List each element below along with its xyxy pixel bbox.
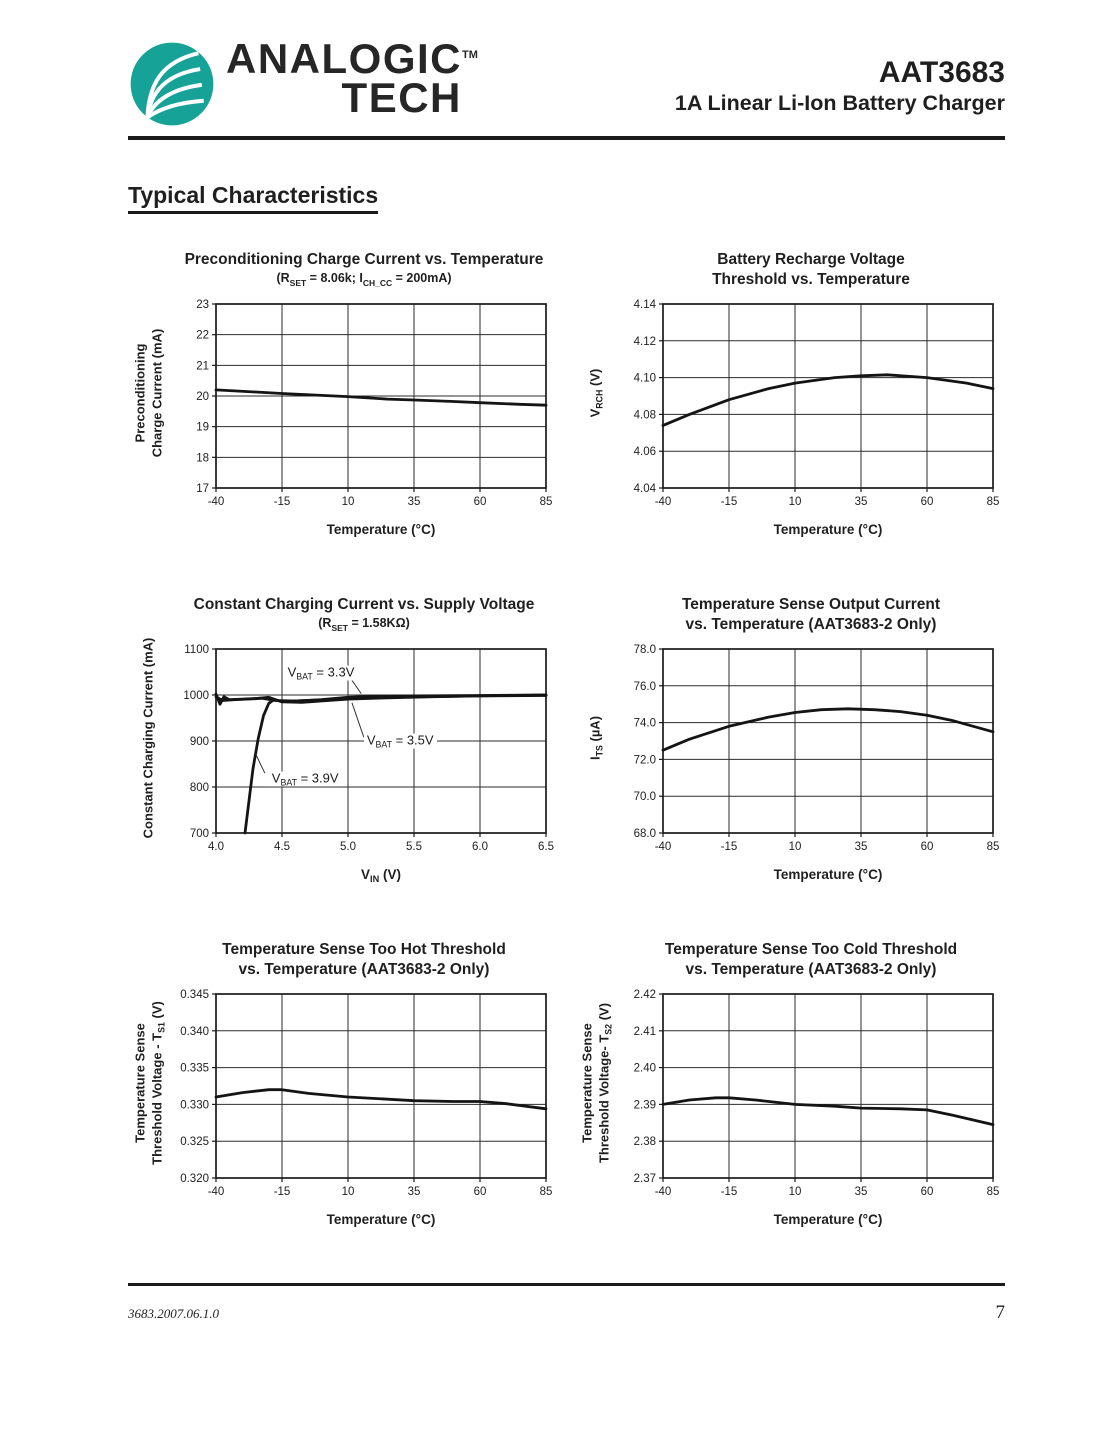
x-axis-label xyxy=(216,1212,546,1227)
y-tick-label: 19 xyxy=(196,421,209,434)
y-axis-label-line xyxy=(588,716,605,760)
x-tick-label: -40 xyxy=(654,841,672,853)
label-text: V xyxy=(287,664,297,680)
chart-title xyxy=(617,960,1005,980)
chart-canvas xyxy=(170,988,558,1204)
part-number: AAT3683 xyxy=(878,56,1005,89)
y-axis-label-text xyxy=(132,329,165,458)
y-tick-label: 1100 xyxy=(184,644,209,656)
y-tick-label: 900 xyxy=(189,736,209,748)
label-text: Constant Charging Current vs. Supply Voltage xyxy=(193,596,535,613)
label-text: vs. Temperature (AAT3683-2 Only) xyxy=(685,616,937,634)
y-axis-label xyxy=(575,298,617,514)
chart-title xyxy=(617,940,1005,960)
brand-name-top: ANALOGIC™ xyxy=(226,35,478,82)
x-tick-label: 35 xyxy=(407,1186,421,1198)
y-tick-label: 700 xyxy=(189,828,209,840)
chart-plot-row xyxy=(128,988,558,1204)
section-title: Typical Characteristics xyxy=(128,182,378,214)
x-tick-label: 4.5 xyxy=(274,841,290,853)
label-text: Charge Current (mA) xyxy=(149,328,164,458)
x-tick-label: -40 xyxy=(654,1186,672,1198)
chart-plot-area xyxy=(617,643,1005,859)
chart-battery-recharge-voltage-threshold-vs-temp xyxy=(575,250,1005,537)
x-tick-label: -15 xyxy=(720,496,738,508)
x-tick-label: -15 xyxy=(273,1186,291,1198)
y-tick-label: 0.325 xyxy=(180,1136,209,1149)
x-tick-label: 5.0 xyxy=(340,841,356,853)
label-text: = 200mA) xyxy=(392,271,452,286)
x-tick-label: 10 xyxy=(341,496,355,508)
chart-canvas xyxy=(617,643,1005,859)
x-tick-label: 85 xyxy=(539,496,553,508)
x-tick-label: 6.0 xyxy=(472,841,488,853)
label-text: Temperature (°C) xyxy=(326,1212,436,1227)
label-text: Preconditioning xyxy=(132,343,148,443)
label-text: = 3.3V xyxy=(312,664,355,680)
x-tick-label: 10 xyxy=(341,1186,355,1198)
subscript-text: BAT xyxy=(375,739,393,750)
x-tick-label: -15 xyxy=(720,841,738,853)
x-tick-label: 6.5 xyxy=(538,841,554,853)
chart-title xyxy=(170,940,558,960)
label-text: (V) xyxy=(596,1002,611,1024)
label-text: vs. Temperature (AAT3683-2 Only) xyxy=(685,961,937,979)
subscript-text: S2 xyxy=(603,1023,614,1035)
label-text: Threshold Voltage - T xyxy=(149,1032,164,1165)
x-tick-label: -15 xyxy=(720,1186,738,1198)
chart-temp-sense-output-current-vs-temp xyxy=(575,595,1005,882)
y-tick-label: 21 xyxy=(196,360,209,373)
trademark-symbol: TM xyxy=(462,49,478,61)
chart-precond-charge-current-vs-temp xyxy=(128,250,558,537)
y-axis-label-text xyxy=(579,1003,612,1163)
x-tick-label: 10 xyxy=(788,496,802,508)
label-text: V xyxy=(587,408,603,418)
y-tick-label: 2.38 xyxy=(633,1136,656,1149)
x-tick-label: 85 xyxy=(986,1186,1000,1198)
y-tick-label: 78.0 xyxy=(633,644,656,656)
document-code: 3683.2007.06.1.0 xyxy=(128,1305,219,1321)
y-tick-label: 4.12 xyxy=(633,335,656,348)
label-text: Temperature Sense xyxy=(132,1023,148,1143)
chart-temp-sense-too-cold-threshold-vs-temp xyxy=(575,940,1005,1227)
section xyxy=(128,182,1005,214)
y-tick-label: 800 xyxy=(189,782,209,794)
y-tick-label: 4.04 xyxy=(633,483,656,495)
chart-subtitle xyxy=(170,271,558,288)
label-text: Temperature Sense Too Hot Threshold xyxy=(222,941,506,958)
y-axis-label xyxy=(128,637,170,859)
label-text: Threshold Voltage- T xyxy=(596,1034,611,1164)
label-text: Temperature Sense Too Cold Threshold xyxy=(664,941,958,958)
series-annotation-label xyxy=(285,665,358,680)
chart-title xyxy=(617,270,1005,290)
y-tick-label: 22 xyxy=(196,329,209,342)
series-too-hot-threshold-voltage xyxy=(216,1090,546,1109)
x-tick-label: 60 xyxy=(920,496,934,508)
brand-block xyxy=(128,35,478,128)
brand-name-bottom: TECH xyxy=(341,73,462,121)
subscript-text: SET xyxy=(289,277,307,288)
label-text: (R xyxy=(318,616,332,631)
y-tick-label: 20 xyxy=(196,391,209,403)
chart-title xyxy=(170,250,558,270)
footer-rule xyxy=(128,1283,1005,1286)
y-tick-label: 74.0 xyxy=(633,717,656,730)
y-tick-label: 4.14 xyxy=(633,299,656,311)
x-tick-label: 4.0 xyxy=(208,841,224,853)
y-axis-label xyxy=(575,643,617,859)
y-tick-label: 68.0 xyxy=(633,828,656,840)
subscript-text: RCH xyxy=(595,389,606,409)
y-tick-label: 1000 xyxy=(183,690,209,702)
y-axis-label xyxy=(128,988,170,1204)
x-tick-label: 85 xyxy=(986,841,1000,853)
label-text: Temperature (°C) xyxy=(773,867,883,882)
x-tick-label: -40 xyxy=(207,496,225,508)
subscript-text: S1 xyxy=(156,1022,167,1033)
chart-title xyxy=(170,960,558,980)
chart-plot-area xyxy=(170,643,558,859)
y-tick-label: 0.340 xyxy=(180,1025,209,1038)
y-tick-label: 0.330 xyxy=(180,1099,209,1112)
series-preconditioning-charge-current xyxy=(216,390,546,405)
label-text: = 3.9V xyxy=(296,770,339,786)
x-axis-label xyxy=(663,522,993,537)
chart-plot-area xyxy=(617,298,1005,514)
label-text: = 8.06k; I xyxy=(306,271,363,286)
label-text: vs. Temperature (AAT3683-2 Only) xyxy=(238,961,490,979)
x-tick-label: 85 xyxy=(986,496,1000,508)
x-tick-label: 10 xyxy=(788,1186,802,1198)
chart-title-block xyxy=(617,940,1005,984)
x-tick-label: 35 xyxy=(854,496,868,508)
charts-grid xyxy=(128,250,1005,1227)
x-axis-label xyxy=(216,522,546,537)
series-recharge-voltage-threshold xyxy=(663,375,993,426)
chart-plot-area xyxy=(617,988,1005,1204)
label-text: = 3.5V xyxy=(392,732,434,748)
analogictech-leaf-logo-icon xyxy=(128,40,216,128)
chart-title xyxy=(617,615,1005,635)
y-axis-label xyxy=(128,298,170,514)
x-tick-label: 85 xyxy=(539,1186,553,1198)
chart-title xyxy=(170,595,558,615)
x-axis-label xyxy=(216,867,546,885)
y-axis-label-line xyxy=(141,638,158,839)
label-text: Temperature (°C) xyxy=(773,522,883,537)
brand-wordmark xyxy=(226,35,478,121)
x-tick-label: -40 xyxy=(654,496,672,508)
subscript-text: CH_CC xyxy=(362,277,393,288)
chart-plot-row xyxy=(575,643,1005,859)
header-rule xyxy=(128,136,1005,140)
y-axis-label-text xyxy=(132,1001,165,1165)
page-number: 7 xyxy=(995,1301,1005,1323)
chart-plot-row xyxy=(575,988,1005,1204)
chart-title-block xyxy=(617,595,1005,639)
chart-title-block xyxy=(170,940,558,984)
product-title: 1A Linear Li-Ion Battery Charger xyxy=(674,90,1005,115)
subscript-text: TS xyxy=(595,745,606,757)
y-axis-label xyxy=(575,988,617,1204)
label-text: = 1.58KΩ) xyxy=(347,616,410,631)
chart-title xyxy=(617,595,1005,615)
chart-plot-area xyxy=(170,988,558,1204)
y-axis-label-text xyxy=(141,638,158,839)
chart-title-block xyxy=(617,250,1005,294)
header-title-block xyxy=(675,56,1005,116)
label-text: I xyxy=(587,756,603,761)
x-tick-label: 60 xyxy=(473,496,487,508)
label-text: (V) xyxy=(587,368,603,390)
label-text: Threshold vs. Temperature xyxy=(712,271,910,289)
y-tick-label: 23 xyxy=(196,299,209,311)
y-tick-label: 4.10 xyxy=(633,372,656,385)
y-tick-label: 2.40 xyxy=(633,1062,656,1075)
chart-title xyxy=(617,250,1005,270)
series-too-cold-threshold-voltage xyxy=(663,1098,993,1125)
y-axis-label-text xyxy=(588,716,605,760)
series-vbat-3.9v xyxy=(245,695,546,833)
chart-title-block xyxy=(170,595,558,639)
chart-canvas xyxy=(617,988,1005,1204)
chart-constant-charging-current-vs-supply-voltage xyxy=(128,595,558,885)
x-tick-label: 10 xyxy=(788,841,802,853)
y-axis-label-line xyxy=(132,329,149,458)
label-text: Preconditioning Charge Current vs. Temperature xyxy=(184,251,544,268)
y-axis-label-line xyxy=(149,1001,166,1165)
label-text: Temperature (°C) xyxy=(773,1212,883,1227)
chart-plot-row xyxy=(128,637,558,859)
label-text: (µA) xyxy=(587,716,603,746)
y-tick-label: 0.320 xyxy=(180,1173,209,1185)
series-annotation-label xyxy=(269,771,342,786)
chart-canvas xyxy=(617,298,1005,514)
chart-temp-sense-too-hot-threshold-vs-temp xyxy=(128,940,558,1227)
y-tick-label: 2.39 xyxy=(633,1099,656,1112)
y-tick-label: 18 xyxy=(196,452,209,465)
label-text: Constant Charging Current (mA) xyxy=(140,637,156,839)
label-text: Battery Recharge Voltage xyxy=(717,251,905,268)
y-tick-label: 17 xyxy=(196,483,209,495)
chart-title-block xyxy=(170,250,558,294)
label-text: V xyxy=(366,732,376,748)
page-footer xyxy=(128,1302,1005,1324)
y-tick-label: 70.0 xyxy=(633,791,656,804)
subscript-text: BAT xyxy=(280,777,297,788)
y-axis-label-line xyxy=(149,329,166,458)
chart-subtitle xyxy=(170,616,558,633)
label-text: (V) xyxy=(149,1001,164,1023)
subscript-text: IN xyxy=(370,874,380,885)
x-tick-label: 60 xyxy=(920,841,934,853)
x-axis-label xyxy=(663,1212,993,1227)
y-tick-label: 2.42 xyxy=(633,989,656,1001)
x-tick-label: 60 xyxy=(473,1186,487,1198)
label-text: V xyxy=(361,867,371,882)
chart-canvas xyxy=(170,298,558,514)
y-tick-label: 2.37 xyxy=(633,1173,656,1185)
x-tick-label: 5.5 xyxy=(406,841,422,853)
chart-plot-area xyxy=(170,298,558,514)
x-tick-label: -40 xyxy=(207,1186,225,1198)
x-tick-label: 35 xyxy=(854,841,868,853)
y-tick-label: 4.06 xyxy=(633,446,656,459)
x-tick-label: 60 xyxy=(920,1186,934,1198)
label-text: Temperature Sense Output Current xyxy=(681,596,941,613)
page-header xyxy=(128,35,1005,128)
y-tick-label: 2.41 xyxy=(633,1025,656,1038)
x-tick-label: 35 xyxy=(854,1186,868,1198)
y-axis-label-line xyxy=(588,369,605,418)
x-tick-label: -15 xyxy=(273,496,291,508)
y-axis-label-text xyxy=(588,369,605,418)
y-axis-label-line xyxy=(596,1003,613,1163)
chart-plot-row xyxy=(128,298,558,514)
y-tick-label: 72.0 xyxy=(633,754,656,767)
y-axis-label-line xyxy=(579,1003,596,1163)
label-text: (V) xyxy=(379,867,401,882)
y-tick-label: 0.335 xyxy=(180,1062,209,1075)
label-text: Temperature (°C) xyxy=(326,522,436,537)
label-text: Temperature Sense xyxy=(579,1023,595,1143)
series-temp-sense-output-current xyxy=(663,709,993,750)
chart-plot-row xyxy=(575,298,1005,514)
x-axis-label xyxy=(663,867,993,882)
y-axis-label-line xyxy=(132,1001,149,1165)
series-annotation-label xyxy=(364,734,437,749)
chart-canvas xyxy=(170,643,558,859)
x-tick-label: 35 xyxy=(407,496,421,508)
y-tick-label: 76.0 xyxy=(633,680,656,693)
subscript-text: BAT xyxy=(296,671,313,682)
y-tick-label: 4.08 xyxy=(633,409,656,422)
label-text: V xyxy=(271,770,281,786)
y-tick-label: 0.345 xyxy=(180,989,209,1001)
label-text: (R xyxy=(276,271,290,286)
subscript-text: SET xyxy=(331,622,348,633)
